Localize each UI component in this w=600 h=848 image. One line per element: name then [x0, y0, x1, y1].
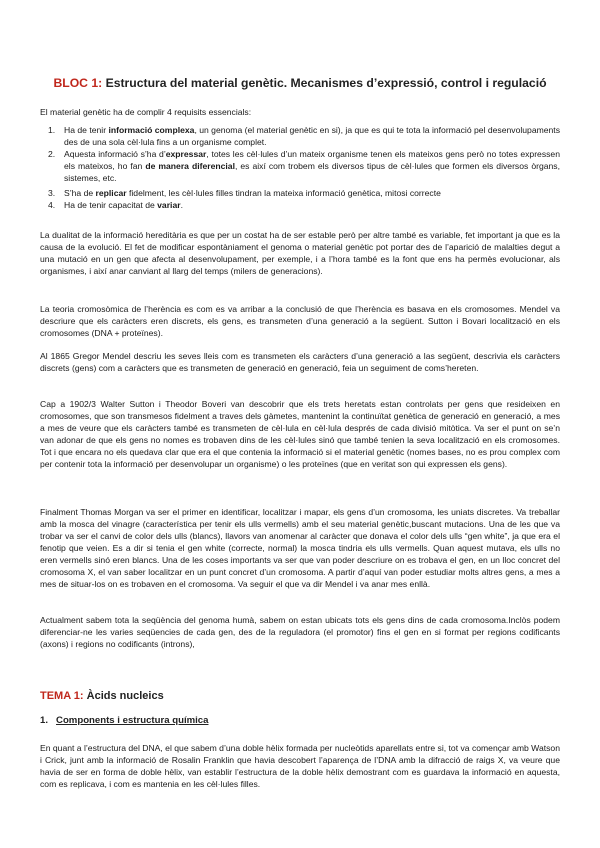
requirement-text: , un genoma (el material genètic en si), ja que es qui te tota la informació pel desenvolupaments des de una sola cèl·lula fins a un organisme complet. — [64, 125, 560, 147]
list-number: 4. — [48, 200, 56, 210]
requirement-bold: replicar — [95, 188, 127, 198]
requirement-bold: informació complexa — [108, 125, 195, 135]
paragraph-dna-structure: En quant a l’estructura del DNA, el que sabem d’una doble hèlix formada per nucleòtids aparellats entre si, tot va començar amb Watson i Crick, junt amb la informació de Rosalin Franklin que havia descobert l’aparença de l’DNA amb la difracció de raigs X, va veure que havia de ser en forma de doble hèlix, van establir l’estructura de la doble hèlix demostrant com es guardava la informació en aquesta, com es replicava, i com es mantenia en les cèl·lules filles. — [40, 743, 560, 789]
requirement-item — [40, 148, 560, 184]
paragraph-morgan: Finalment Thomas Morgan va ser el primer en identificar, localitzar i mapar, els gens d’un cromosoma, les uniats discretes. Va treballar amb la mosca del vinagre (característica per tenir els ulls vermells) amb el seu material genètic,buscant mutacions. Una de les que va trobar va ser el canvi de color dels ulls (blancs), llavors van anomenar al caràcter que donava el color dels ulls “gen white”, ja que era el fenotip que veien. Es a dir si tenia el gen white (correcte, normal) la mosca tindria els ulls vermells. Quan aquest mutava, els ulls no eren vermells sinó eren blancs. Una de les coses importants va ser que van poder descriure on es trobava el gen, en un lloc concret del cromosoma X, el van saber localitzar en un punt concret d’un cromosoma. A partir d’aquí van poder estudiar molts altres gens, a mes a mes de situar-los on es trobaven en el cromosoma. Va seguir el que va dir Mendel i va anar mes enllà. — [40, 507, 560, 589]
paragraph-mendel: Al 1865 Gregor Mendel descriu les seves lleis com es transmeten els caràcters d’una generació a las següent, descrivia els caràcters discrets (gens) com a caràcters que es transmeten de generació en generació, feia un seguiment de coms’hereten. — [40, 351, 560, 373]
list-number: 3. — [48, 188, 56, 198]
bloc-label: BLOC 1: — [53, 76, 103, 90]
requirement-text: Aquesta informació s’ha d’ — [64, 149, 166, 159]
paragraph-genome: Actualment sabem tota la seqüència del genoma humà, sabem on estan ubicats tots els gens dins de cada cromosoma.Inclòs podem diferenciar-ne les varies seqüencies de cada gen, des de la reguladora (el promotor) fins el gen en si format per regions codificants (axons) i regions no codificants (introns), — [40, 615, 560, 649]
tema-title-text: Àcids nucleics — [86, 690, 164, 702]
requirement-bold: expressar — [165, 149, 207, 159]
requirement-bold: variar — [157, 200, 181, 210]
paragraph-sutton-boveri: Cap a 1902/3 Walter Sutton i Theodor Boveri van descobrir que els trets heretats estan controlats per gens que resideixen en cromosomes, que son transmesos fidelment a traves dels gàmetes, mantenint la continuïtat genètica de generació en generació, a mes a mes de veure que els caràcters també es transmeten de cèl·lula en cèl·lula després de cada divisió mitòtica. Va ser el punt on se’n van adonar de que els gens no nomes es trobaven dins de les cèl·lules sinó que també tenien la seva localització en els cromosomes. Tot i que encara no els quedava clar que era el que contenia la informació si el material genètic (nomes bases, no es prou complex com per contenir tota la informació per desenvolupar un organisme) o les proteïnes (que en veritat son qui expressen els gens). — [40, 399, 560, 469]
intro-text: El material genètic ha de complir 4 requisits essencials: — [40, 107, 252, 117]
requirements-list — [40, 124, 560, 211]
paragraph-heredity-duality: La dualitat de la informació hereditària es que per un costat ha de ser estable però per altre també es variable, fet important ja que es la causa de la evolució. El fet de modificar espontàniament el genoma o material genètic pot portar des de l’aparició de malalties degut a una mutació en un gen que afecta al desenvolupament, per exemple, i a l’hora també es la font que ens ha permès evolucionar, als organismes, i així anar canviant al llarg del temps (milers de generacions). — [40, 230, 560, 276]
requirement-text: Ha de tenir — [64, 125, 109, 135]
requirement-text: S’ha de — [64, 188, 96, 198]
requirement-text: , es així com trobem els diversos tipus de cèl·lules que formen els diversos òrgans, sistemes, etc. — [64, 161, 560, 183]
bloc-title-text: Estructura del material genètic. Mecanismes d’expressió, control i regulació — [105, 76, 547, 90]
list-number: 2. — [48, 149, 56, 159]
requirement-item — [40, 124, 560, 148]
requirement-text: Ha de tenir capacitat de — [64, 200, 158, 210]
requirement-text: . — [180, 200, 183, 210]
requirement-text: fidelment, les cèl·lules filles tindran la mateixa informació genètica, mitosi correcte — [126, 188, 441, 198]
requirement-item — [40, 199, 560, 211]
requirement-item — [40, 187, 560, 199]
requirement-bold: de manera diferencial — [145, 161, 235, 171]
section-number: 1. — [40, 715, 49, 726]
requirement-text: , totes les cèl·lules d’un mateix organisme tenen els mateixos gens però no totes expressen els mateixos, ho fan — [64, 149, 560, 171]
bloc-title — [40, 76, 560, 90]
section-title: Components i estructura química — [56, 715, 209, 726]
section-heading — [40, 715, 208, 726]
paragraph-chromosome-theory: La teoria cromosòmica de l’herència es com es va arribar a la conclusió de que l’herència es basava en els cromosomes. Mendel va descriure que els caràcters eren discrets, els gens, es transmeten d’una generació a la següent. Sutton i Bovari localització en els cromosomes (DNA + proteïnes). — [40, 304, 560, 338]
tema-title — [40, 690, 164, 702]
tema-label: TEMA 1: — [40, 690, 84, 702]
list-number: 1. — [48, 125, 56, 135]
